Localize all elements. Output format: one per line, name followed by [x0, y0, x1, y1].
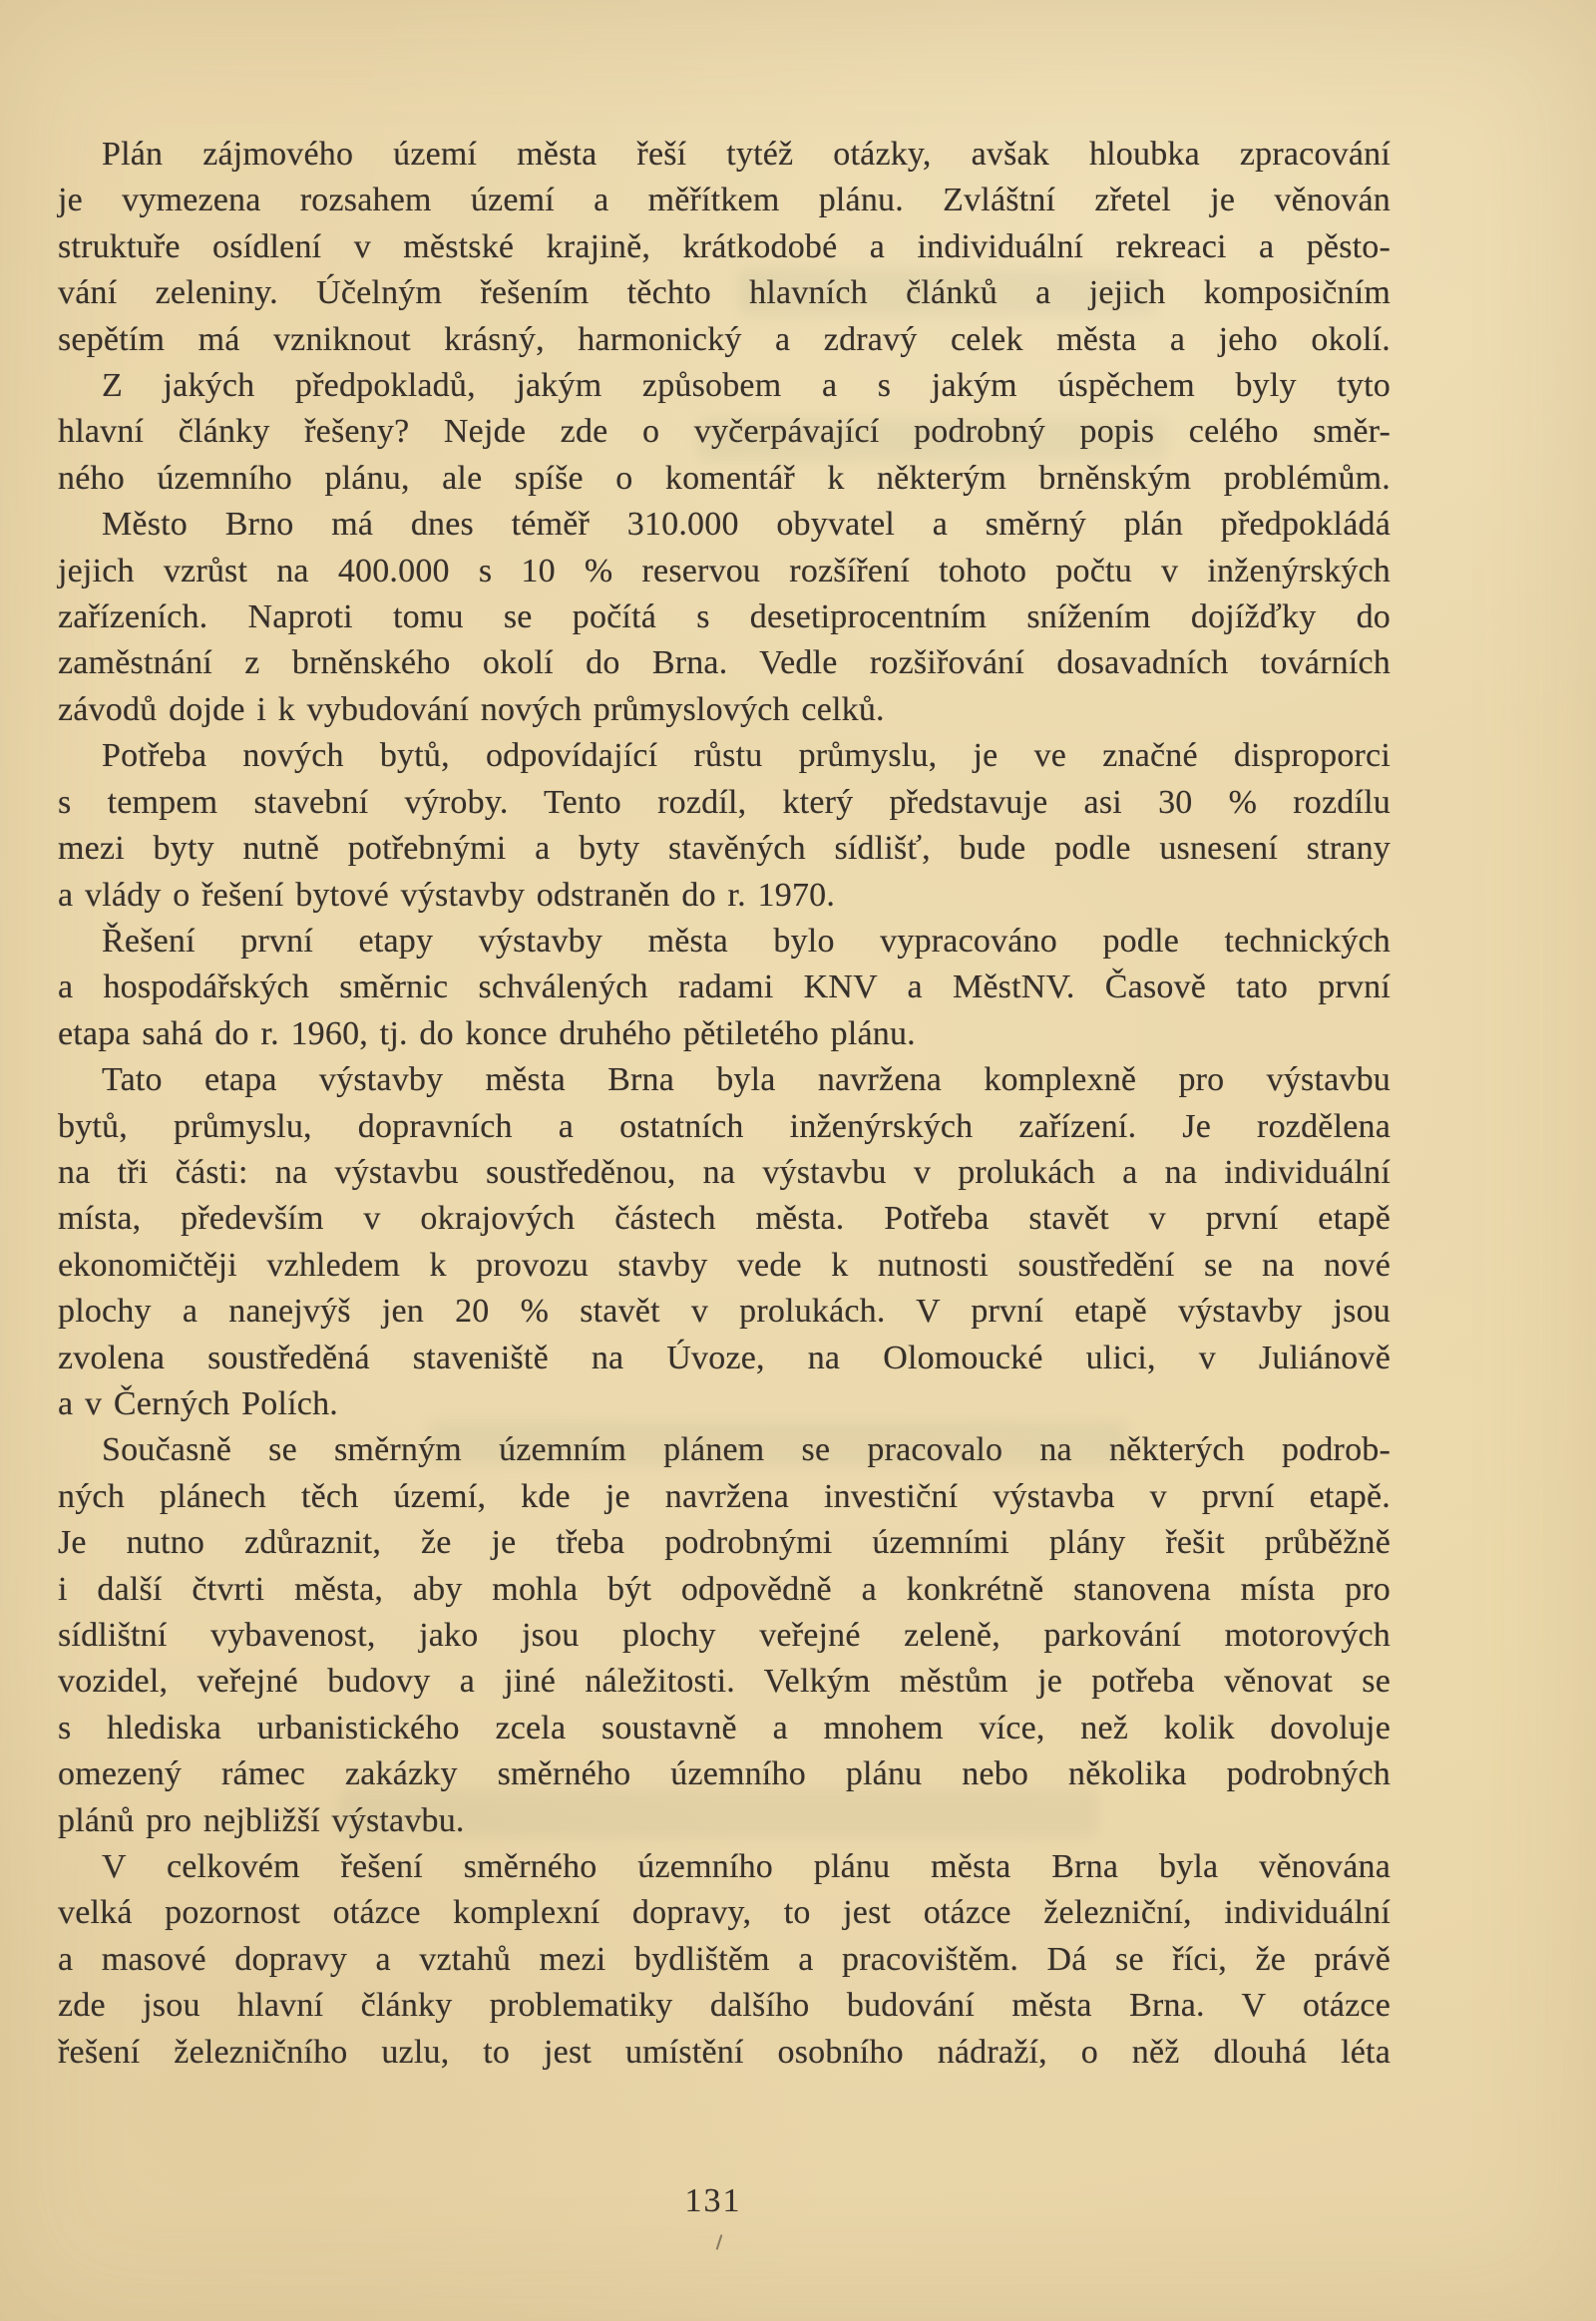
text-line: bytů, průmyslu, dopravních a ostatních inženýrských zařízení. Je rozdělena [58, 1107, 1391, 1145]
text-line: zařízeních. Naproti tomu se počítá s desetiprocentním snížením dojížďky do [58, 598, 1391, 636]
paragraph [58, 919, 1391, 1057]
paragraph [58, 1844, 1391, 2076]
text-line: omezený rámec zakázky směrného územního plánu nebo několika podrobných [58, 1755, 1391, 1793]
paragraph [58, 502, 1391, 733]
text-line: Tato etapa výstavby města Brna byla navržena komplexně pro výstavbu [102, 1061, 1391, 1099]
text-line: zde jsou hlavní články problematiky dalšího budování města Brna. V otázce [58, 1987, 1391, 2025]
text-line: zvolena soustředěná staveniště na Úvoze, na Olomoucké ulici, v Juliánově [58, 1339, 1391, 1376]
text-line: vozidel, veřejné budovy a jiné náležitosti. Velkým městům je potřeba věnovat se [58, 1663, 1391, 1701]
text-line: Město Brno má dnes téměř 310.000 obyvatel a směrný plán předpokládá [102, 506, 1391, 544]
text-line: plánů pro nejbližší výstavbu. [58, 1801, 465, 1839]
paragraph [58, 132, 1391, 363]
text-line: a vlády o řešení bytové výstavby odstraněn do r. 1970. [58, 876, 836, 914]
text-line: jejich vzrůst na 400.000 s 10 % reservou rozšíření tohoto počtu v inženýrských [58, 552, 1391, 589]
text-line: Řešení první etapy výstavby města bylo vypracováno podle technických [102, 922, 1391, 960]
text-line: s hlediska urbanistického zcela soustavně a mnohem více, než kolik dovoluje [58, 1709, 1391, 1746]
text-line: Potřeba nových bytů, odpovídající růstu průmyslu, je ve značné disproporci [102, 737, 1391, 775]
text-line: řešení železničního uzlu, to jest umístění osobního nádraží, o něž dlouhá léta [58, 2033, 1391, 2071]
text-line: i další čtvrti města, aby mohla být odpovědně a konkrétně stanovena místa pro [58, 1570, 1391, 1608]
text-line: ného územního plánu, ale spíše o komentář k některým brněnským problémům. [58, 459, 1391, 497]
ink-speck [716, 2234, 723, 2250]
paragraph [58, 363, 1391, 502]
text-line: je vymezena rozsahem území a měřítkem plánu. Zvláštní zřetel je věnován [58, 182, 1391, 219]
paragraph [58, 1427, 1391, 1844]
text-line: na tři části: na výstavbu soustředěnou, na výstavbu v prolukách a na individuální [58, 1153, 1391, 1191]
paragraph [58, 1057, 1391, 1427]
text-line: etapa sahá do r. 1960, tj. do konce druhého pětiletého plánu. [58, 1014, 916, 1052]
paragraph [58, 733, 1391, 919]
text-line: mezi byty nutně potřebnými a byty stavěných sídlišť, bude podle usnesení strany [58, 830, 1391, 868]
text-line: Plán zájmového území města řeší tytéž otázky, avšak hloubka zpracování [102, 136, 1391, 173]
text-line: Současně se směrným územním plánem se pracovalo na některých podrob- [102, 1431, 1391, 1469]
text-line: ných plánech těch území, kde je navržena investiční výstavba v první etapě. [58, 1477, 1391, 1515]
text-line: a v Černých Polích. [58, 1384, 338, 1422]
text-line: s tempem stavební výroby. Tento rozdíl, který představuje asi 30 % rozdílu [58, 783, 1391, 821]
page-number: 131 [684, 2182, 742, 2219]
text-line: a hospodářských směrnic schválených radami KNV a MěstNV. Časově tato první [58, 968, 1391, 1006]
text-line: závodů dojde i k vybudování nových průmyslových celků. [58, 690, 885, 728]
text-line: vání zeleniny. Účelným řešením těchto hlavních článků a jejich komposičním [58, 274, 1391, 312]
text-line: Je nutno zdůraznit, že je třeba podrobnými územními plány řešit průběžně [58, 1524, 1391, 1562]
text-line: zaměstnání z brněnského okolí do Brna. Vedle rozšiřování dosavadních továrních [58, 644, 1391, 682]
text-line: velká pozornost otázce komplexní dopravy, to jest otázce železniční, individuální [58, 1894, 1391, 1932]
text-line: sepětím má vzniknout krásný, harmonický a zdravý celek města a jeho okolí. [58, 320, 1391, 358]
text-line: plochy a nanejvýš jen 20 % stavět v prolukách. V první etapě výstavby jsou [58, 1293, 1391, 1331]
text-line: V celkovém řešení směrného územního plánu města Brna byla věnována [102, 1848, 1391, 1886]
text-line: hlavní články řešeny? Nejde zde o vyčerpávající podrobný popis celého směr- [58, 413, 1391, 451]
text-line: Z jakých předpokladů, jakým způsobem a s jakým úspěchem byly tyto [102, 367, 1391, 405]
text-line: struktuře osídlení v městské krajině, krátkodobé a individuální rekreaci a pěsto- [58, 227, 1391, 265]
text-block [58, 132, 1391, 2076]
text-line: a masové dopravy a vztahů mezi bydlištěm a pracovištěm. Dá se říci, že právě [58, 1940, 1391, 1978]
text-line: ekonomičtěji vzhledem k provozu stavby vede k nutnosti soustředění se na nové [58, 1246, 1391, 1284]
text-line: sídlištní vybavenost, jako jsou plochy veřejné zeleně, parkování motorových [58, 1617, 1391, 1654]
text-line: místa, především v okrajových částech města. Potřeba stavět v první etapě [58, 1200, 1391, 1238]
